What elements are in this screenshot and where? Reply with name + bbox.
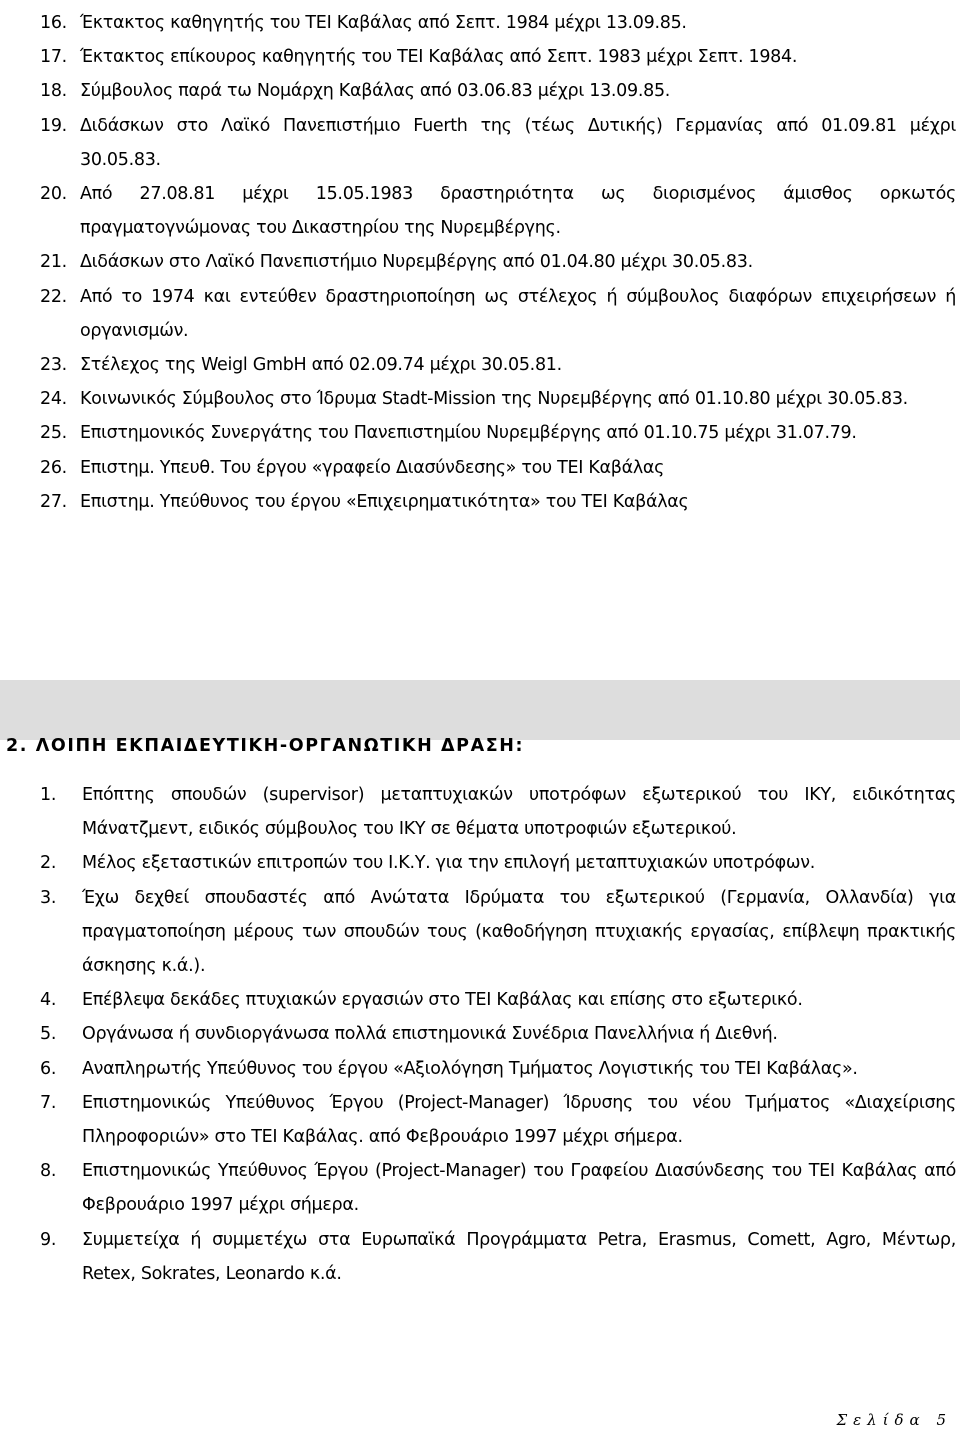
other-activities-list [40, 778, 956, 1291]
item-number: 24. [40, 389, 67, 410]
item-text: Έκτακτος επίκουρος καθηγητής του ΤΕΙ Καβάλας από Σεπτ. 1983 μέχρι Σεπτ. 1984. [80, 47, 798, 68]
item-text: Από 27.08.81 μέχρι 15.05.1983 δραστηριότητα ως διορισμένος άμισθος ορκωτός πραγματογνώμονας του Δικαστηρίου της Νυρεμβέργης. [80, 184, 956, 239]
item-text: Συμμετείχα ή συμμετέχω στα Ευρωπαϊκά Προγράμματα Petra, Erasmus, Comett, Agro, Μέντωρ, Retex, Sokrates, Leonardo κ.ά. [82, 1229, 956, 1284]
item-number: 26. [40, 457, 67, 478]
list-item [40, 881, 956, 984]
list-item [40, 1052, 956, 1086]
item-text: Από το 1974 και εντεύθεν δραστηριοποίηση ως στέλεχος ή σύμβουλος διαφόρων επιχειρήσεων ή οργανισμών. [80, 286, 956, 341]
item-number: 1. [40, 785, 57, 805]
item-text: Επόπτης σπουδών (supervisor) μεταπτυχιακών υποτρόφων εξωτερικού του ΙΚΥ, ειδικότητας Μάνατζμεντ, ειδικός σύμβουλος του ΙΚΥ σε θέματα υποτροφιών εξωτερικού. [82, 785, 956, 840]
item-number: 6. [40, 1058, 57, 1079]
item-number: 3. [40, 887, 57, 908]
list-item [40, 40, 956, 74]
item-number: 25. [40, 423, 67, 444]
item-number: 20. [40, 184, 67, 205]
list-item [40, 109, 956, 177]
list-item [40, 348, 956, 382]
item-number: 21. [40, 252, 67, 273]
list-item [40, 846, 956, 880]
list-item [40, 382, 956, 416]
item-text: Επιστημονικώς Υπεύθυνος Έργου (Project-Manager) Ίδρυσης του νέου Τμήματος «Διαχείρισης Πληροφοριών» στο ΤΕΙ Καβάλας. από Φεβρουάριο 1997 μέχρι σήμερα. [82, 1092, 956, 1148]
experience-list [40, 6, 956, 519]
item-number: 7. [40, 1092, 57, 1113]
item-text: Μέλος εξεταστικών επιτροπών του Ι.Κ.Υ. για την επιλογή μεταπτυχιακών υποτρόφων. [82, 853, 815, 874]
item-number: 18. [40, 81, 67, 102]
list-item [40, 416, 956, 450]
item-text: Επιστημονικώς Υπεύθυνος Έργου (Project-Manager) του Γραφείου Διασύνδεσης του ΤΕΙ Καβάλας από Φεβρουάριο 1997 μέχρι σήμερα. [82, 1161, 956, 1216]
list-item [40, 1223, 956, 1291]
list-item [40, 177, 956, 245]
page-number: Σελίδα 5 [836, 1411, 952, 1429]
item-number: 8. [40, 1161, 57, 1182]
list-item [40, 280, 956, 348]
section-header-band [0, 680, 960, 740]
item-number: 5. [40, 1024, 57, 1045]
item-number: 4. [40, 990, 57, 1011]
list-item [40, 1017, 956, 1051]
item-text: Έχω δεχθεί σπουδαστές από Ανώτατα Ιδρύματα του εξωτερικού (Γερμανία, Ολλανδία) για πραγματοποίηση μέρους των σπουδών τους (καθοδήγηση πτυχιακής εργασίας, επίβλεψη πρακτικής άσκησης κ.ά.). [82, 887, 956, 977]
item-number: 17. [40, 47, 67, 68]
item-text: Επιστημ. Υπευθ. Του έργου «γραφείο Διασύνδεσης» του ΤΕΙ Καβάλας [80, 457, 665, 478]
list-item [40, 451, 956, 485]
item-text: Αναπληρωτής Υπεύθυνος του έργου «Αξιολόγηση Τμήματος Λογιστικής του ΤΕΙ Καβάλας». [82, 1058, 858, 1079]
item-text: Έκτακτος καθηγητής του ΤΕΙ Καβάλας από Σεπτ. 1984 μέχρι 13.09.85. [80, 13, 687, 33]
list-item [40, 485, 956, 519]
list-item [40, 778, 956, 846]
list-item [40, 1154, 956, 1222]
item-number: 16. [40, 13, 67, 33]
item-text: Οργάνωσα ή συνδιοργάνωσα πολλά επιστημονικά Συνέδρια Πανελλήνια ή Διεθνή. [82, 1024, 778, 1045]
item-text: Κοινωνικός Σύμβουλος στο Ίδρυμα Stadt-Mission της Νυρεμβέργης από 01.10.80 μέχρι 30.05.83. [80, 389, 908, 410]
list-item [40, 983, 956, 1017]
item-text: Διδάσκων στο Λαϊκό Πανεπιστήμιο Fuerth της (τέως Δυτικής) Γερμανίας από 01.09.81 μέχρι 30.05.83. [80, 115, 956, 170]
list-item [40, 6, 956, 40]
item-text: Διδάσκων στο Λαϊκό Πανεπιστήμιο Νυρεμβέργης από 01.04.80 μέχρι 30.05.83. [80, 252, 753, 273]
list-item [40, 74, 956, 108]
item-text: Σύμβουλος παρά τω Νομάρχη Καβάλας από 03.06.83 μέχρι 13.09.85. [80, 81, 671, 102]
item-number: 2. [40, 853, 57, 874]
item-text: Επέβλεψα δεκάδες πτυχιακών εργασιών στο ΤΕΙ Καβάλας και επίσης στο εξωτερικό. [82, 990, 803, 1011]
item-number: 23. [40, 355, 67, 376]
list-item [40, 1086, 956, 1154]
item-number: 22. [40, 286, 67, 307]
section-title: 2. ΛΟΙΠΗ ΕΚΠΑΙΔΕΥΤΙΚΗ-ΟΡΓΑΝΩΤΙΚΗ ΔΡΑΣΗ: [6, 736, 525, 756]
item-text: Στέλεχος της Weigl GmbH από 02.09.74 μέχρι 30.05.81. [80, 355, 562, 376]
item-number: 19. [40, 115, 67, 136]
item-text: Επιστημ. Υπεύθυνος του έργου «Επιχειρηματικότητα» του ΤΕΙ Καβάλας [80, 491, 689, 512]
item-text: Επιστημονικός Συνεργάτης του Πανεπιστημίου Νυρεμβέργης από 01.10.75 μέχρι 31.07.79. [80, 423, 857, 444]
item-number: 27. [40, 491, 67, 512]
list-item [40, 245, 956, 279]
item-number: 9. [40, 1229, 57, 1250]
